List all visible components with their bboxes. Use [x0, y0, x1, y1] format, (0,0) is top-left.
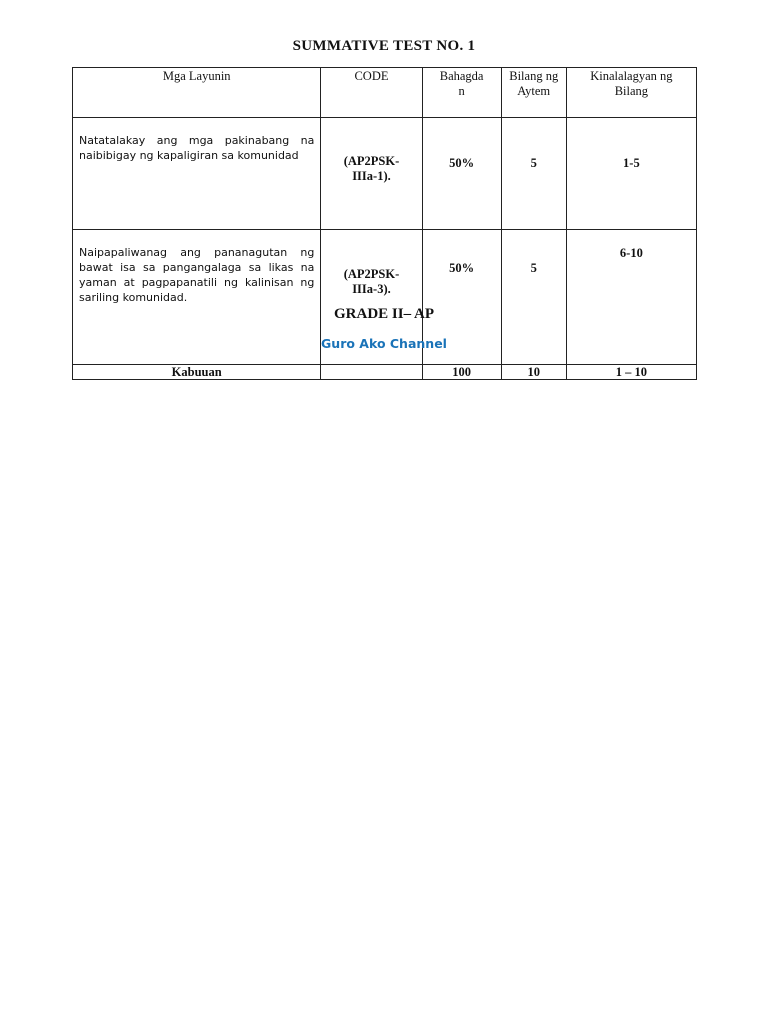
header-objectives: Mga Layunin	[73, 68, 321, 118]
code-line1: (AP2PSK-	[343, 154, 400, 168]
total-label: Kabuuan	[73, 365, 321, 380]
code-line2: IIIa-3).	[352, 282, 391, 296]
header-items	[501, 68, 566, 118]
code-line1: (AP2PSK-	[343, 267, 400, 281]
table-header-row	[73, 68, 697, 118]
header-percentage-line1: Bahagda	[439, 69, 484, 83]
header-items-line2: Aytem	[517, 84, 551, 98]
document-title: SUMMATIVE TEST NO. 1	[292, 38, 476, 54]
code-line2: IIIa-1).	[352, 169, 391, 183]
header-location	[566, 68, 696, 118]
header-code: CODE	[321, 68, 422, 118]
percentage-cell: 50%	[422, 230, 501, 365]
header-location-line2: Bilang	[614, 84, 649, 98]
code-cell	[321, 118, 422, 230]
header-location-line1: Kinalalagyan ng	[590, 69, 673, 83]
table-row	[73, 118, 697, 230]
items-cell: 5	[501, 230, 566, 365]
range-cell: 6-10	[566, 230, 696, 365]
objective-cell: Natatalakay ang mga pakinabang na naibibigay ng kapaligiran sa komunidad	[73, 118, 321, 230]
table-of-specifications	[72, 67, 697, 380]
header-percentage	[422, 68, 501, 118]
total-row	[73, 365, 697, 380]
items-cell: 5	[501, 118, 566, 230]
grade-subtitle: GRADE II– AP	[333, 306, 434, 322]
percentage-cell: 50%	[422, 118, 501, 230]
header-items-line1: Bilang ng	[509, 69, 559, 83]
range-cell: 1-5	[566, 118, 696, 230]
objective-cell: Naipapaliwanag ang pananagutan ng bawat isa sa pangangalaga sa likas na yaman at pagpapanatili ng kalinisan ng sariling komunidad.	[73, 230, 321, 365]
total-items: 10	[501, 365, 566, 380]
total-percentage: 100	[422, 365, 501, 380]
header-percentage-line2: n	[458, 84, 465, 98]
total-range: 1 – 10	[566, 365, 696, 380]
channel-credit: Guro Ako Channel	[321, 336, 447, 351]
total-code	[321, 365, 422, 380]
